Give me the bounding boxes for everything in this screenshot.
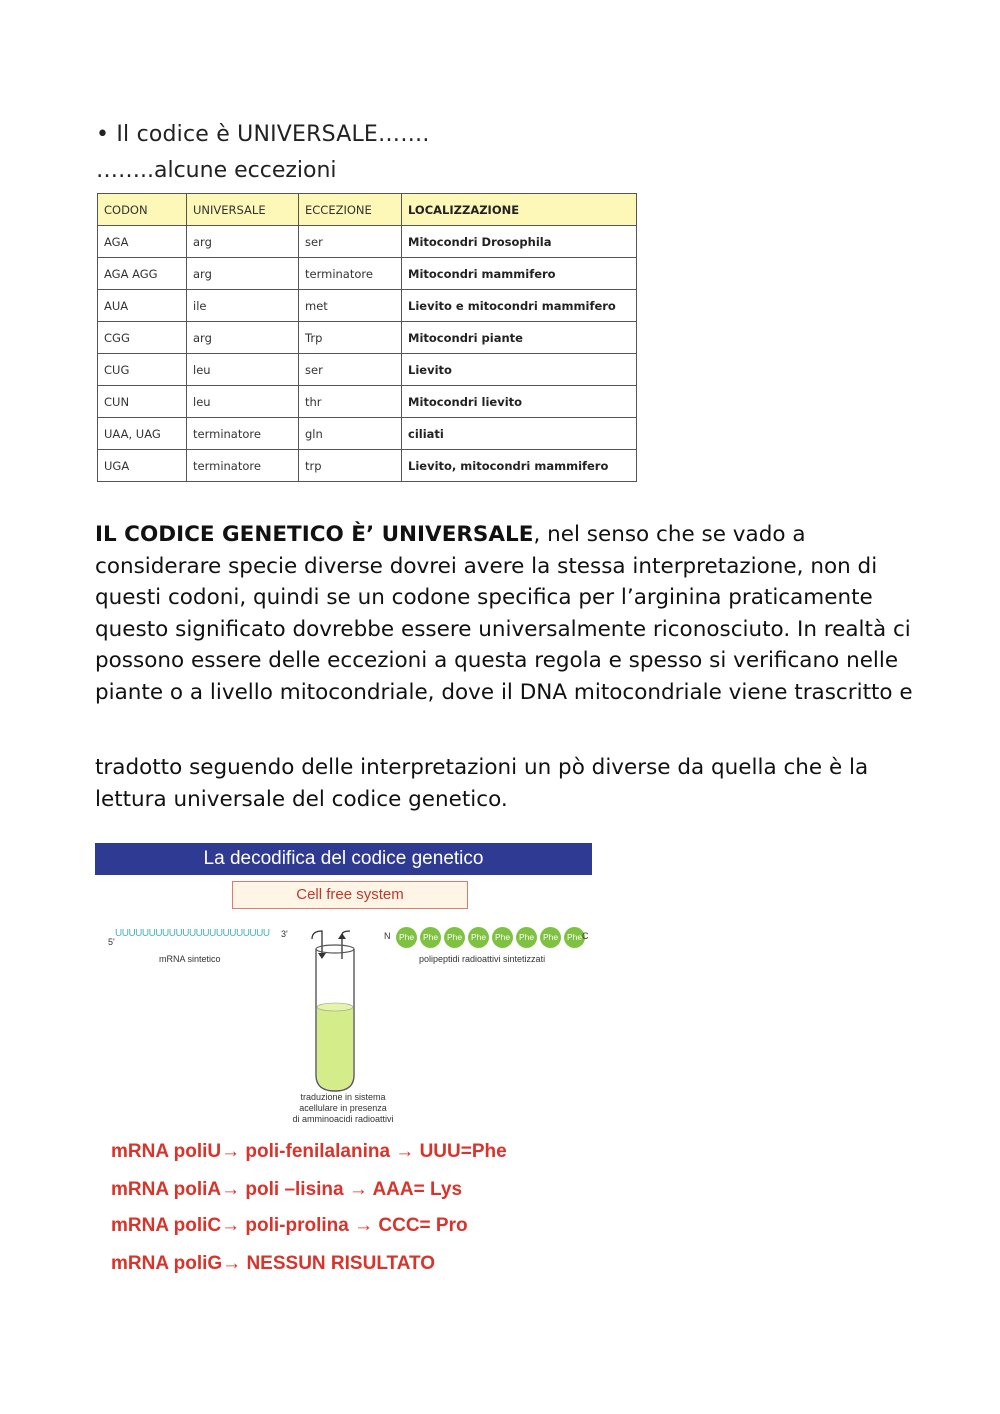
cell-codon: AGA AGG	[98, 258, 187, 290]
paragraph-bold-lead: IL CODICE GENETICO È’ UNIVERSALE	[95, 522, 534, 547]
phe-residue: Phe	[540, 927, 561, 948]
test-tube-icon	[300, 927, 370, 1097]
polypeptide-chain	[396, 927, 588, 948]
phe-residue: Phe	[396, 927, 417, 948]
result-line-polia: mRNA poliA→ poli –lisina → AAA= Lys	[111, 1179, 463, 1200]
table-row	[98, 226, 637, 258]
paragraph-continuation: tradotto seguendo delle interpretazioni un pò diverse da quella che è la lettura universale del codice genetico.	[95, 755, 869, 812]
cell-universale: arg	[187, 322, 299, 354]
cell-universale: ile	[187, 290, 299, 322]
column-header-localizzazione: LOCALIZZAZIONE	[402, 194, 637, 226]
five-prime-label: 5'	[108, 937, 115, 947]
cell-eccezione: terminatore	[299, 258, 402, 290]
column-header-codon: CODON	[98, 194, 187, 226]
table-row	[98, 450, 637, 482]
cell-codon: AUA	[98, 290, 187, 322]
table-row	[98, 322, 637, 354]
table-header-row	[98, 194, 637, 226]
table-row	[98, 354, 637, 386]
cell-universale: leu	[187, 354, 299, 386]
cell-free-system-box: Cell free system	[232, 881, 468, 909]
cell-localizzazione: Mitocondri lievito	[402, 386, 637, 418]
phe-residue: Phe	[492, 927, 513, 948]
cell-codon: CUG	[98, 354, 187, 386]
figure-title-banner: La decodifica del codice genetico	[95, 843, 592, 875]
cell-eccezione: gln	[299, 418, 402, 450]
cell-codon: AGA	[98, 226, 187, 258]
phe-residue: Phe	[564, 927, 585, 948]
c-terminus-label: C	[582, 931, 589, 941]
column-header-eccezione: ECCEZIONE	[299, 194, 402, 226]
decoding-figure	[95, 830, 595, 1130]
phe-residue: Phe	[420, 927, 441, 948]
cell-universale: terminatore	[187, 450, 299, 482]
result-line-poliu: mRNA poliU→ poli-fenilalanina → UUU=Phe	[111, 1141, 507, 1162]
mrna-sequence: UUUUUUUUUUUUUUUUUUUUUUU	[115, 928, 270, 939]
cell-eccezione: thr	[299, 386, 402, 418]
polypeptide-label: polipeptidi radioattivi sintetizzati	[419, 954, 546, 964]
cell-localizzazione: Lievito	[402, 354, 637, 386]
cell-localizzazione: Lievito, mitocondri mammifero	[402, 450, 637, 482]
n-terminus-label: N	[384, 931, 391, 941]
table-row	[98, 290, 637, 322]
tube-caption-line: traduzione in sistema	[300, 1092, 386, 1102]
column-header-universale: UNIVERSALE	[187, 194, 299, 226]
table-row	[98, 258, 637, 290]
cell-localizzazione: Lievito e mitocondri mammifero	[402, 290, 637, 322]
cell-localizzazione: Mitocondri piante	[402, 322, 637, 354]
paragraph-universal-code	[95, 519, 915, 708]
cell-localizzazione: Mitocondri Drosophila	[402, 226, 637, 258]
cell-eccezione: ser	[299, 354, 402, 386]
cell-eccezione: ser	[299, 226, 402, 258]
table-row	[98, 418, 637, 450]
cell-codon: UGA	[98, 450, 187, 482]
cell-codon: CGG	[98, 322, 187, 354]
cell-universale: arg	[187, 258, 299, 290]
phe-residue: Phe	[468, 927, 489, 948]
cell-eccezione: trp	[299, 450, 402, 482]
table-row	[98, 386, 637, 418]
section-subheading: ……..alcune eccezioni	[96, 158, 337, 183]
cell-localizzazione: Mitocondri mammifero	[402, 258, 637, 290]
paragraph-body: , nel senso che se vado a considerare specie diverse dovrei avere la stessa interpretazione, non di questi codoni, quindi se un codone specifica per l’arginina praticamente questo significato dovrebbe essere universalmente riconosciuto. In realtà ci possono essere delle eccezioni a questa regola e spesso si verificano nelle piante o a livello mitocondriale, dove il DNA mitocondriale viene trascritto e	[95, 522, 913, 705]
result-line-polig: mRNA poliG→ NESSUN RISULTATO	[111, 1253, 436, 1274]
cell-eccezione: met	[299, 290, 402, 322]
cell-universale: arg	[187, 226, 299, 258]
codon-exceptions-table	[97, 193, 637, 482]
cell-codon: UAA, UAG	[98, 418, 187, 450]
cell-universale: leu	[187, 386, 299, 418]
tube-caption-line: di amminoacidi radioattivi	[292, 1114, 394, 1124]
cell-universale: terminatore	[187, 418, 299, 450]
tube-caption-line: acellulare in presenza	[299, 1103, 387, 1113]
tube-caption	[273, 1092, 413, 1125]
mrna-synthetic-label: mRNA sintetico	[159, 954, 221, 964]
phe-residue: Phe	[516, 927, 537, 948]
cell-codon: CUN	[98, 386, 187, 418]
cell-eccezione: Trp	[299, 322, 402, 354]
result-line-polic: mRNA poliC→ poli-prolina → CCC= Pro	[111, 1215, 468, 1236]
section-heading: • Il codice è UNIVERSALE…….	[96, 122, 430, 147]
phe-residue: Phe	[444, 927, 465, 948]
cell-localizzazione: ciliati	[402, 418, 637, 450]
three-prime-label: 3'	[281, 929, 288, 939]
